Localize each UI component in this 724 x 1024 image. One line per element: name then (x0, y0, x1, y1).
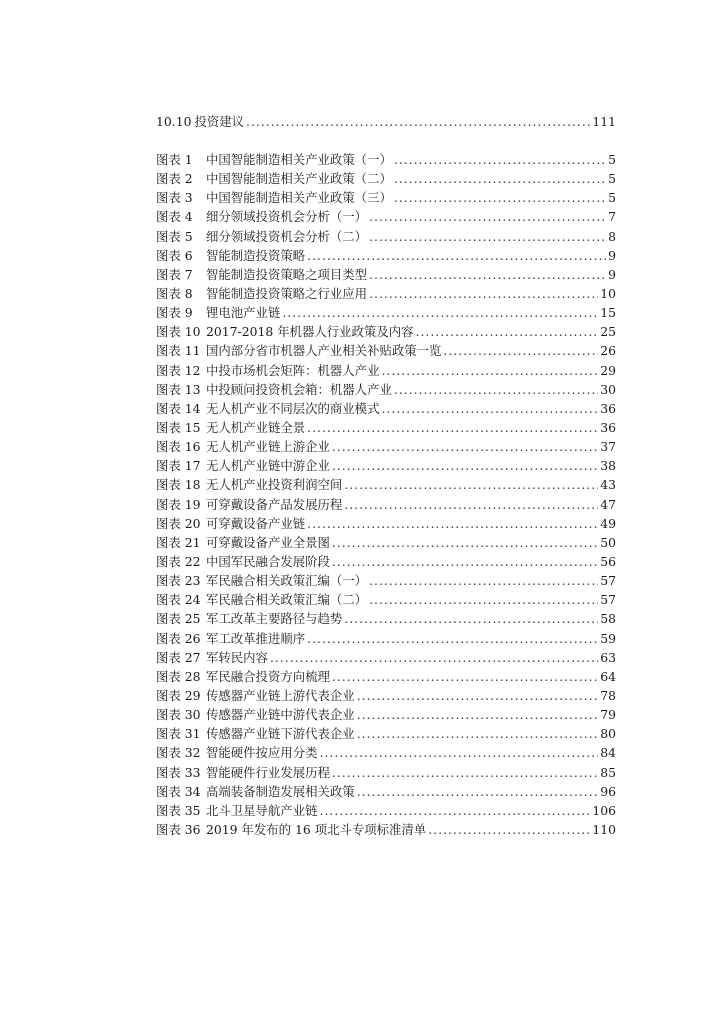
dot-leader (246, 113, 590, 131)
figure-label: 图表 24 (156, 592, 201, 608)
dot-leader (369, 265, 606, 284)
figure-label: 图表 33 (156, 764, 201, 780)
figure-label: 图表 35 (156, 802, 201, 818)
figure-title: 中国智能制造相关产业政策（三） (206, 190, 392, 206)
figure-label: 图表 22 (156, 553, 201, 569)
figure-entry[interactable] (156, 188, 616, 207)
dot-leader (320, 743, 599, 762)
figure-entry[interactable] (156, 341, 616, 360)
figure-page-number: 36 (600, 400, 616, 416)
figure-label: 图表 31 (156, 726, 201, 742)
figure-label: 图表 32 (156, 745, 201, 761)
figure-title: 无人机产业链全景 (206, 419, 306, 435)
figure-title: 军民融合投资方向梳理 (206, 668, 330, 684)
figure-label: 图表 4 (156, 209, 193, 225)
figure-entry[interactable] (156, 533, 616, 552)
figure-label: 图表 27 (156, 649, 201, 665)
figure-title: 国内部分省市机器人产业相关补贴政策一览 (206, 343, 442, 359)
figure-title: 中国智能制造相关产业政策（二） (206, 171, 392, 187)
figure-label: 图表 36 (156, 821, 201, 837)
dot-leader (369, 571, 598, 590)
figure-title: 无人机产业链上游企业 (206, 439, 330, 455)
figure-page-number: 29 (600, 362, 616, 378)
dot-leader (332, 456, 598, 475)
figure-title: 无人机产业投资利润空间 (206, 477, 343, 493)
figure-page-number: 85 (600, 764, 616, 780)
figure-page-number: 59 (600, 630, 616, 646)
figure-label: 图表 1 (156, 152, 193, 167)
figure-entry[interactable] (156, 495, 616, 514)
figure-entry[interactable] (156, 801, 616, 820)
figure-title: 智能制造投资策略之项目类型 (206, 266, 368, 282)
dot-leader (428, 820, 590, 839)
figure-label: 图表 25 (156, 611, 201, 627)
figure-label: 图表 26 (156, 630, 201, 646)
figure-entry[interactable] (156, 705, 616, 724)
figure-title: 军民融合相关政策汇编（二） (206, 592, 368, 608)
figure-page-number: 49 (600, 515, 616, 531)
dot-leader (332, 667, 598, 686)
dot-leader (344, 609, 598, 628)
figure-title: 军民融合相关政策汇编（一） (206, 573, 368, 589)
figure-title: 北斗卫星导航产业链 (206, 802, 318, 818)
dot-leader (307, 514, 598, 533)
figure-label: 图表 2 (156, 171, 193, 187)
figure-entry[interactable] (156, 686, 616, 705)
figure-page-number: 7 (608, 209, 616, 225)
figure-title: 智能制造投资策略 (206, 247, 306, 263)
figure-entry[interactable] (156, 724, 616, 743)
figure-entry[interactable] (156, 169, 616, 188)
figure-title: 军工改革主要路径与趋势 (206, 611, 343, 627)
figure-label: 图表 30 (156, 707, 201, 723)
figure-label: 图表 9 (156, 305, 193, 321)
dot-leader (307, 629, 598, 648)
figure-page-number: 36 (600, 419, 616, 435)
figure-title: 2017-2018 年机器人行业政策及内容 (206, 324, 414, 340)
dot-leader (394, 150, 606, 169)
figure-page-number: 64 (600, 668, 616, 684)
figure-entry[interactable] (156, 820, 616, 839)
figure-label: 图表 12 (156, 362, 201, 378)
figure-label: 图表 7 (156, 266, 193, 282)
dot-leader (369, 590, 598, 609)
section-page-number: 111 (592, 114, 616, 129)
figure-label: 图表 3 (156, 190, 193, 206)
figure-label: 图表 20 (156, 515, 201, 531)
figure-entry[interactable] (156, 227, 616, 246)
figure-label: 图表 16 (156, 439, 201, 455)
figure-entry[interactable] (156, 265, 616, 284)
figure-label: 图表 13 (156, 381, 201, 397)
dot-leader (357, 705, 599, 724)
figure-page-number: 30 (600, 381, 616, 397)
figure-page-number: 37 (600, 439, 616, 455)
figure-entry[interactable] (156, 782, 616, 801)
figure-label: 图表 21 (156, 534, 201, 550)
figure-label: 图表 23 (156, 573, 201, 589)
dot-leader (416, 322, 599, 341)
dot-leader (369, 284, 598, 303)
figure-entry[interactable] (156, 571, 616, 590)
figure-page-number: 25 (600, 324, 616, 340)
figure-page-number: 57 (600, 573, 616, 589)
figure-page-number: 58 (600, 611, 616, 627)
figure-label: 图表 34 (156, 783, 201, 799)
figure-title: 细分领域投资机会分析（一） (206, 209, 368, 225)
dot-leader (307, 246, 606, 265)
figure-title: 无人机产业不同层次的商业模式 (206, 400, 380, 416)
figure-page-number: 79 (600, 707, 616, 723)
figure-page-number: 56 (600, 553, 616, 569)
figure-page-number: 57 (600, 592, 616, 608)
figure-page-number: 43 (600, 477, 616, 493)
figure-page-number: 9 (608, 266, 616, 282)
figure-page-number: 15 (600, 305, 616, 321)
dot-leader (307, 418, 598, 437)
figure-page-number: 106 (592, 802, 616, 818)
figure-entry[interactable] (156, 514, 616, 533)
figure-label: 图表 15 (156, 419, 201, 435)
dot-leader (332, 552, 598, 571)
figure-entry[interactable] (156, 246, 616, 265)
figure-title: 智能硬件按应用分类 (206, 745, 318, 761)
figure-entry[interactable] (156, 361, 616, 380)
figure-page-number: 110 (592, 821, 616, 837)
dot-leader (282, 303, 598, 322)
dot-leader (394, 380, 598, 399)
figure-entry[interactable] (156, 399, 616, 418)
figure-entry[interactable] (156, 552, 616, 571)
dot-leader (357, 724, 599, 743)
figure-title: 高端装备制造发展相关政策 (206, 783, 355, 799)
figure-entry[interactable] (156, 629, 616, 648)
dot-leader (344, 475, 598, 494)
figure-title: 中国智能制造相关产业政策（一） (206, 152, 392, 167)
figure-entry[interactable] (156, 667, 616, 686)
figure-entry[interactable] (156, 284, 616, 303)
figure-entry[interactable] (156, 207, 616, 226)
figure-label: 图表 5 (156, 228, 193, 244)
dot-leader (369, 207, 606, 226)
dot-leader (270, 648, 598, 667)
figure-title: 军转民内容 (206, 649, 268, 665)
section-title: 投资建议 (194, 114, 245, 129)
figure-label: 图表 6 (156, 247, 193, 263)
dot-leader (369, 227, 606, 246)
figure-entry[interactable] (156, 609, 616, 628)
dot-leader (394, 169, 606, 188)
dot-leader (332, 533, 598, 552)
figure-title: 无人机产业链中游企业 (206, 458, 330, 474)
figure-page-number: 80 (600, 726, 616, 742)
dot-leader (332, 763, 598, 782)
figure-page-number: 63 (600, 649, 616, 665)
figure-list (156, 150, 616, 839)
section-number: 10.10 (156, 114, 192, 129)
figure-page-number: 10 (600, 285, 616, 301)
figure-entry[interactable] (156, 763, 616, 782)
figure-entry[interactable] (156, 475, 616, 494)
dot-leader (394, 188, 606, 207)
figure-title: 细分领域投资机会分析（二） (206, 228, 368, 244)
figure-title: 2019 年发布的 16 项北斗专项标准清单 (206, 821, 427, 837)
figure-title: 可穿戴设备产业链 (206, 515, 306, 531)
figure-label: 图表 18 (156, 477, 201, 493)
figure-title: 可穿戴设备产品发展历程 (206, 496, 343, 512)
figure-label: 图表 17 (156, 458, 201, 474)
dot-leader (332, 437, 598, 456)
figure-title: 中国军民融合发展阶段 (206, 553, 330, 569)
figure-title: 传感器产业链下游代表企业 (206, 726, 355, 742)
figure-entry[interactable] (156, 437, 616, 456)
figure-label: 图表 10 (156, 324, 201, 340)
figure-label: 图表 29 (156, 687, 201, 703)
dot-leader (357, 686, 599, 705)
figure-title: 锂电池产业链 (206, 305, 281, 321)
figure-entry[interactable] (156, 418, 616, 437)
figure-entry[interactable] (156, 648, 616, 667)
figure-page-number: 26 (600, 343, 616, 359)
dot-leader (344, 495, 598, 514)
figure-title: 传感器产业链中游代表企业 (206, 707, 355, 723)
figure-title: 中投市场机会矩阵：机器人产业 (206, 362, 380, 378)
figure-title: 可穿戴设备产业全景图 (206, 534, 330, 550)
figure-label: 图表 19 (156, 496, 201, 512)
figure-page-number: 9 (608, 247, 616, 263)
figure-page-number: 5 (608, 152, 616, 167)
figure-entry[interactable] (156, 456, 616, 475)
figure-label: 图表 11 (156, 343, 201, 359)
figure-entry[interactable] (156, 380, 616, 399)
figure-page-number: 8 (608, 228, 616, 244)
figure-page-number: 5 (608, 190, 616, 206)
figure-entry[interactable] (156, 743, 616, 762)
figure-page-number: 38 (600, 458, 616, 474)
figure-page-number: 47 (600, 496, 616, 512)
figure-page-number: 96 (600, 783, 616, 799)
dot-leader (357, 782, 599, 801)
figure-title: 智能硬件行业发展历程 (206, 764, 330, 780)
figure-entry[interactable] (156, 590, 616, 609)
figure-label: 图表 8 (156, 285, 193, 301)
figure-page-number: 78 (600, 687, 616, 703)
figure-title: 军工改革推进顺序 (206, 630, 306, 646)
figure-entry[interactable] (156, 150, 616, 169)
dot-leader (381, 361, 598, 380)
figure-entry[interactable] (156, 322, 616, 341)
figure-page-number: 5 (608, 171, 616, 187)
figure-title: 传感器产业链上游代表企业 (206, 687, 355, 703)
figure-entry[interactable] (156, 303, 616, 322)
figure-page-number: 84 (600, 745, 616, 761)
figure-label: 图表 28 (156, 668, 201, 684)
figure-title: 中投顾问投资机会箱：机器人产业 (206, 381, 392, 397)
dot-leader (381, 399, 598, 418)
figure-title: 智能制造投资策略之行业应用 (206, 285, 368, 301)
dot-leader (443, 341, 598, 360)
dot-leader (320, 801, 591, 820)
figure-page-number: 50 (600, 534, 616, 550)
figure-label: 图表 14 (156, 400, 201, 416)
toc-section-entry[interactable] (156, 113, 616, 131)
